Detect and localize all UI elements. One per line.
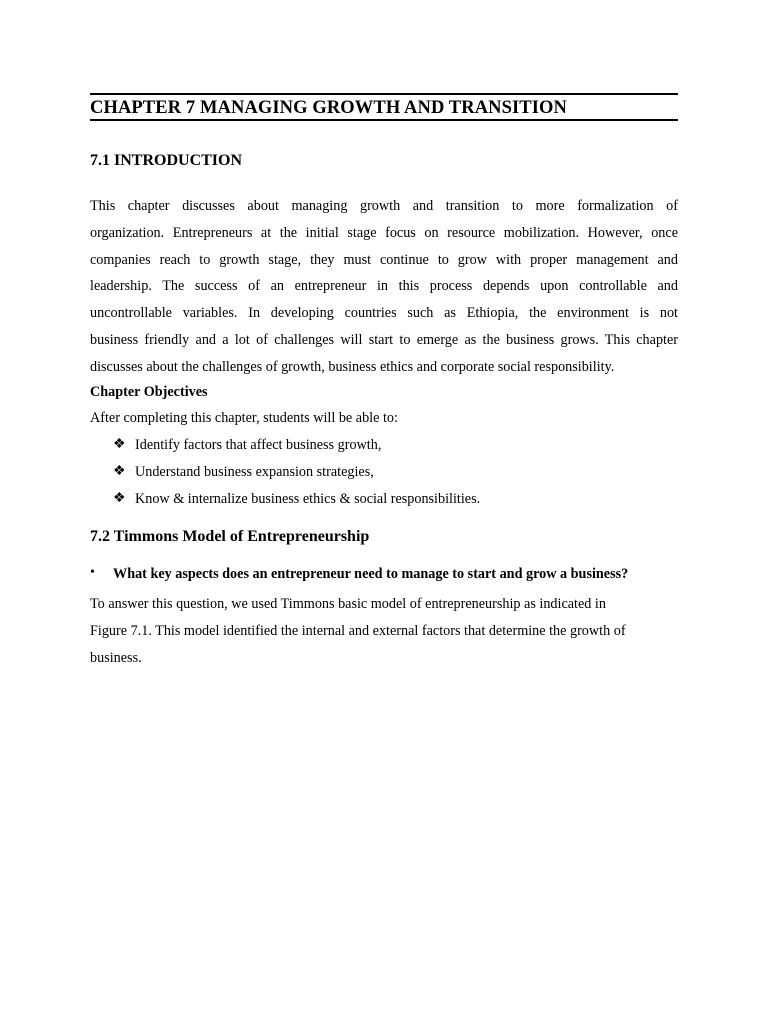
paragraph-line: leadership. The success of an entrepreneur in this process depends upon controllable and — [90, 278, 678, 295]
timmons-heading: 7.2 Timmons Model of Entrepreneurship — [90, 528, 370, 545]
chapter-title: CHAPTER 7 MANAGING GROWTH AND TRANSITION — [90, 98, 567, 118]
diamond-bullet-icon: ❖ — [113, 464, 126, 479]
paragraph-line: To answer this question, we used Timmons basic model of entrepreneurship as indicated in — [90, 596, 606, 612]
key-question — [90, 565, 678, 587]
bullet-icon: • — [90, 565, 95, 580]
paragraph-line: business. — [90, 649, 142, 666]
paragraph-line: organization. Entrepreneurs at the initial stage focus on resource mobilization. However, once — [90, 224, 678, 241]
diamond-bullet-icon: ❖ — [113, 437, 126, 452]
introduction-paragraph — [90, 193, 678, 381]
chapter-header — [90, 93, 678, 121]
question-text: What key aspects does an entrepreneur need to manage to start and grow a business? — [113, 566, 629, 582]
paragraph-line: discusses about the challenges of growth, business ethics and corporate social responsibility. — [90, 358, 615, 375]
objective-text: Identify factors that affect business growth, — [135, 437, 382, 453]
paragraph-line: This chapter discusses about managing growth and transition to more formalization of — [90, 198, 678, 214]
paragraph-line: uncontrollable variables. In developing countries such as Ethiopia, the environment is not — [90, 305, 678, 322]
objective-text: Know & internalize business ethics & social responsibilities. — [135, 491, 481, 507]
objectives-intro: After completing this chapter, students will be able to: — [90, 410, 398, 426]
paragraph-line: Figure 7.1. This model identified the internal and external factors that determine the growth of — [90, 622, 626, 639]
introduction-heading: 7.1 INTRODUCTION — [90, 152, 243, 169]
paragraph-line: companies reach to growth stage, they must continue to grow with proper management and — [90, 251, 678, 268]
objective-text: Understand business expansion strategies, — [135, 464, 374, 480]
objectives-heading: Chapter Objectives — [90, 384, 208, 400]
paragraph-line: business friendly and a lot of challenges will start to emerge as the business grows. This chapter — [90, 331, 678, 348]
diamond-bullet-icon: ❖ — [113, 491, 126, 506]
answer-paragraph — [90, 591, 678, 671]
